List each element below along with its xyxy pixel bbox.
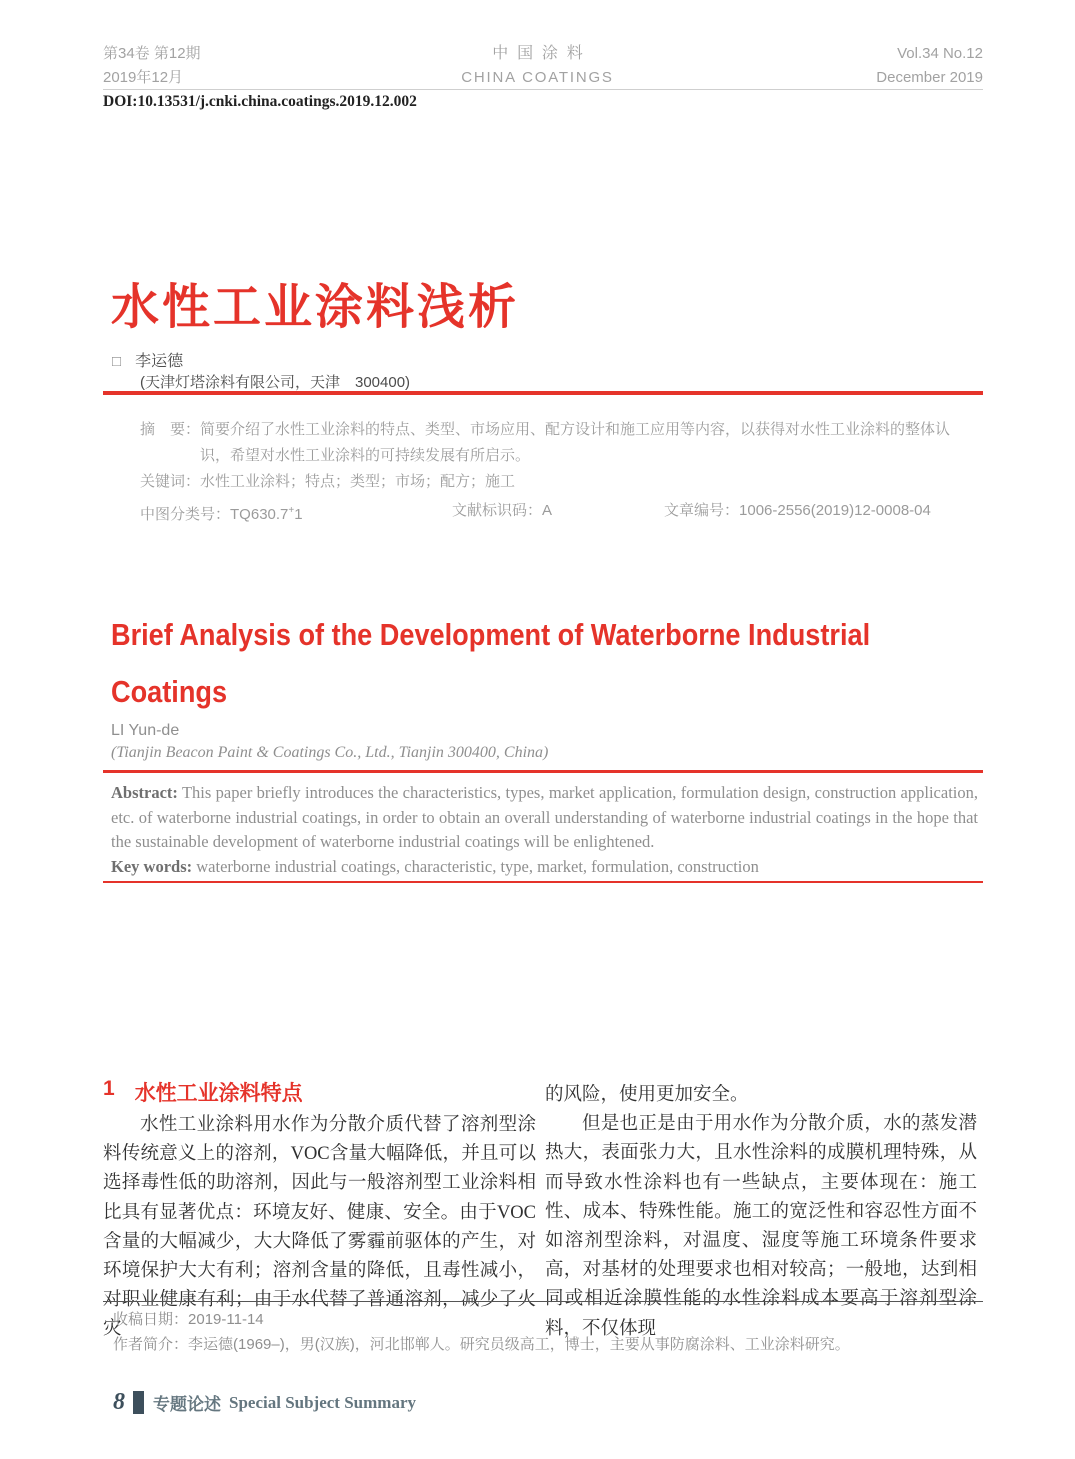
doi: DOI:10.13531/j.cnki.china.coatings.2019.12.002 <box>103 93 417 110</box>
keywords-cn-line <box>140 469 978 495</box>
abstract-en-text: This paper briefly introduces the characteristics, types, market application, formulation design, construction application, etc. of waterborne industrial coatings, in order to obtain an overall understanding of waterborne industrial coatings in the hope that the sustainable development of waterborne industrial coatings will be enlightened. <box>111 783 978 852</box>
article-title-en: Brief Analysis of the Development of Waterborne Industrial Coatings <box>111 617 871 709</box>
affiliation-en: (Tianjin Beacon Paint & Coatings Co., Ltd., Tianjin 300400, China) <box>111 744 549 761</box>
section-1-title: 水性工业涂料特点 <box>134 1082 303 1105</box>
abstract-en-label: Abstract: <box>111 783 178 802</box>
article-title-cn: 水性工业涂料浅析 <box>111 281 520 334</box>
affiliation-cn: (天津灯塔涂料有限公司，天津 300400) <box>140 374 411 391</box>
author-bio-text: 李运德(1969–)，男(汉族)，河北邯郸人。研究员级高工，博士，主要从事防腐涂料、工业涂料研究。 <box>188 1336 850 1353</box>
volume-issue-cn: 第34卷 第12期 <box>103 45 201 62</box>
abstract-en-line <box>111 781 978 855</box>
footnotes-block <box>113 1307 850 1357</box>
journal-name-en: CHINA COATINGS <box>461 69 614 86</box>
author-name-cn: 李运德 <box>135 353 184 370</box>
body-column-right <box>545 1081 977 1344</box>
keywords-cn-label: 关键词： <box>140 473 201 490</box>
page-footer <box>113 1389 416 1416</box>
footer-bar-icon <box>133 1391 144 1414</box>
keywords-en-line <box>111 855 978 880</box>
clc-number <box>140 498 452 528</box>
body-paragraph-continued: 的风险，使用更加安全。 <box>545 1085 749 1105</box>
abstract-cn-label: 摘 要： <box>140 421 201 438</box>
red-rule-top <box>103 391 983 395</box>
author-marker-icon: □ <box>112 353 122 370</box>
page-number: 8 <box>113 1389 125 1415</box>
keywords-cn-text: 水性工业涂料；特点；类型；市场；配方；施工 <box>200 473 516 490</box>
received-date-line <box>113 1307 850 1332</box>
footnote-divider <box>103 1301 983 1302</box>
keywords-en-label: Key words: <box>111 856 193 876</box>
section-1-number: 1 <box>103 1077 115 1100</box>
journal-volume-issue-en <box>876 42 983 90</box>
footer-section-cn: 专题论述 <box>153 1395 221 1414</box>
clc-suffix: 1 <box>294 506 303 523</box>
volume-issue-en: Vol.34 No.12 <box>897 45 983 62</box>
document-code <box>452 498 664 528</box>
journal-name-cn: 中国涂料 <box>492 45 592 62</box>
author-row <box>112 348 183 371</box>
abstract-en-block <box>111 781 978 879</box>
abstract-cn-line <box>140 417 978 469</box>
document-code-label: 文献标识码： <box>452 502 543 519</box>
document-code-value: A <box>542 502 553 519</box>
classification-row <box>140 498 978 528</box>
author-name-en: LI Yun-de <box>111 722 180 739</box>
clc-value: TQ630.7 <box>230 506 289 523</box>
red-rule-bottom <box>103 881 983 883</box>
abstract-cn-block <box>140 417 978 528</box>
abstract-cn-text: 简要介绍了水性工业涂料的特点、类型、市场应用、配方设计和施工应用等内容，以获得对水性工业涂料的整体认识，希望对水性工业涂料的可持续发展有所启示。 <box>200 421 951 464</box>
section-1-heading <box>103 1077 303 1107</box>
keywords-en-text: waterborne industrial coatings, characteristic, type, market, formulation, construction <box>192 856 759 876</box>
article-id-value: 1006-2556(2019)12-0008-04 <box>739 502 931 519</box>
red-rule-middle <box>103 770 983 773</box>
clc-label: 中图分类号： <box>140 506 231 523</box>
body-paragraph: 但是也正是由于用水作为分散介质，水的蒸发潜热大，表面张力大，且水性涂料的成膜机理特殊，从而导致水性涂料也有一些缺点，主要体现在：施工性、成本、特殊性能。施工的宽泛性和容忍性方面不如溶剂型涂料，对温度、湿度等施工环境条件要求高，对基材的处理要求也相对较高；一般地，达到相同或相近涂膜性能的水性涂料成本要高于溶剂型涂料，不仅体现 <box>545 1114 977 1339</box>
author-bio-line <box>113 1332 850 1357</box>
clc-superscript: + <box>288 505 295 516</box>
body-paragraph: 水性工业涂料用水作为分散介质代替了溶剂型涂料传统意义上的溶剂，VOC含量大幅降低，并且可以选择毒性低的助溶剂，因此与一般溶剂型工业涂料相比具有显著优点：环境友好、健康、安全。由于VOC含量的大幅减少，大大降低了雾霾前驱体的产生，对环境保护大大有利；溶剂含量的降低，且毒性减小，对职业健康有利；由于水代替了普通溶剂，减少了火灾 <box>103 1115 536 1340</box>
received-date-value: 2019-11-14 <box>188 1311 264 1328</box>
footer-section-en: Special Subject Summary <box>229 1392 416 1412</box>
date-cn: 2019年12月 <box>103 69 184 86</box>
author-bio-label: 作者简介： <box>113 1336 189 1353</box>
received-date-label: 收稿日期： <box>113 1311 189 1328</box>
header-divider <box>103 89 983 90</box>
date-en: December 2019 <box>876 69 983 86</box>
article-id-label: 文章编号： <box>664 502 740 519</box>
article-id <box>664 498 931 528</box>
